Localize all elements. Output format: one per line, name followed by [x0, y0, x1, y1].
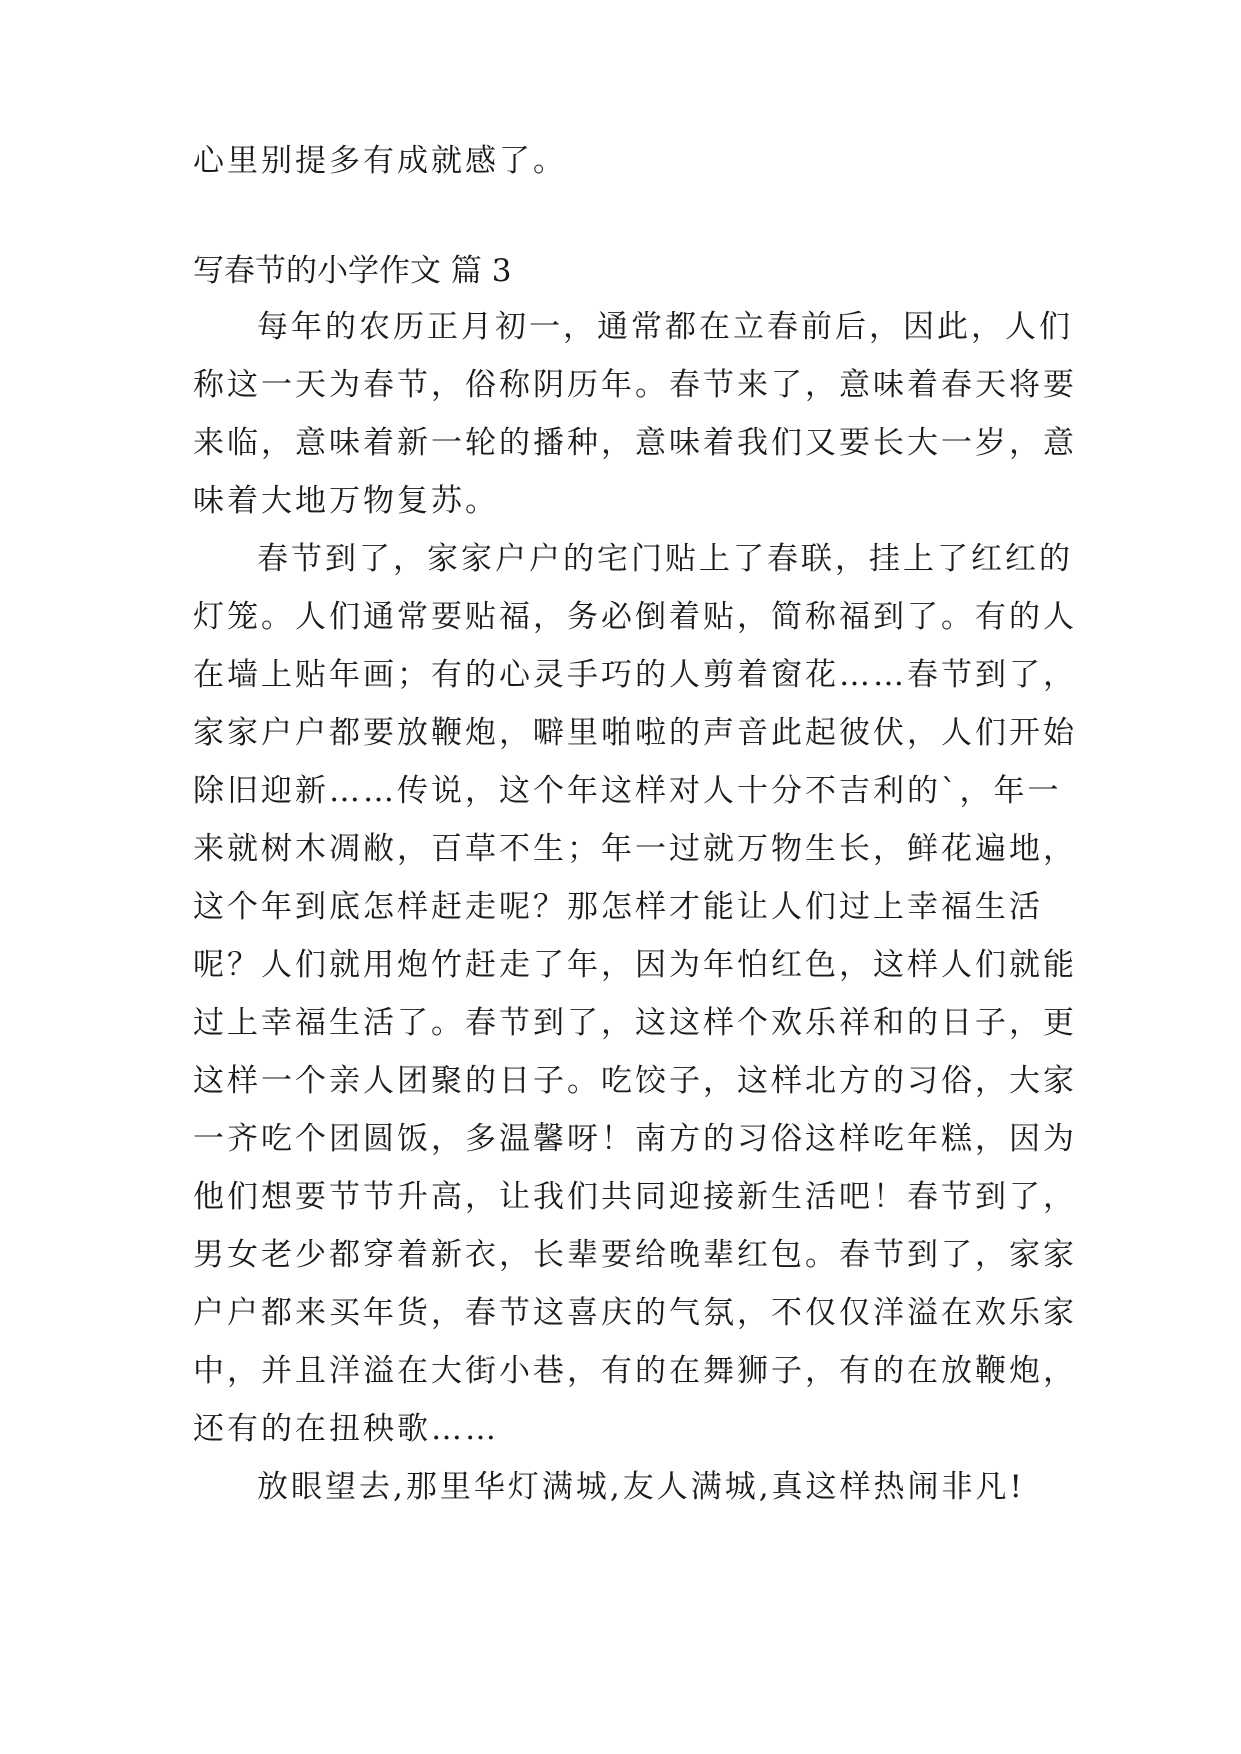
text-line: 户户都来买年货，春节这喜庆的气氛，不仅仅洋溢在欢乐家 — [193, 1295, 1077, 1331]
paragraph-1 — [193, 298, 1077, 530]
heading-text: 写春节的小学作文 篇 3 — [193, 253, 512, 289]
text-line: 春节到了，家家户户的宅门贴上了春联，挂上了红红的 — [257, 541, 1073, 577]
text-line: 味着大地万物复苏。 — [193, 483, 499, 519]
text-line: 每年的农历正月初一，通常都在立春前后，因此，人们 — [257, 309, 1073, 345]
text-line: 心里别提多有成就感了。 — [193, 143, 567, 179]
text-line: 这个年到底怎样赶走呢？那怎样才能让人们过上幸福生活 — [193, 889, 1043, 925]
text-line: 在墙上贴年画；有的心灵手巧的人剪着窗花……春节到了， — [193, 657, 1077, 693]
text-line: 过上幸福生活了。春节到了，这这样个欢乐祥和的日子，更 — [193, 1005, 1077, 1041]
text-line: 除旧迎新……传说，这个年这样对人十分不吉利的`，年一 — [193, 773, 1062, 809]
intro-text — [193, 132, 1073, 190]
text-line: 他们想要节节升高，让我们共同迎接新生活吧！春节到了， — [193, 1179, 1077, 1215]
text-line: 这样一个亲人团聚的日子。吃饺子，这样北方的习俗，大家 — [193, 1063, 1077, 1099]
section-heading — [193, 242, 1073, 300]
text-line: 中，并且洋溢在大街小巷，有的在舞狮子，有的在放鞭炮， — [193, 1353, 1077, 1389]
text-line: 来就树木凋敝，百草不生；年一过就万物生长，鲜花遍地， — [193, 831, 1077, 867]
paragraph-3 — [193, 1458, 1073, 1516]
text-line: 家家户户都要放鞭炮，噼里啪啦的声音此起彼伏，人们开始 — [193, 715, 1077, 751]
text-line: 来临，意味着新一轮的播种，意味着我们又要长大一岁，意 — [193, 425, 1077, 461]
text-line: 还有的在扭秧歌…… — [193, 1411, 499, 1447]
text-line: 男女老少都穿着新衣，长辈要给晚辈红包。春节到了，家家 — [193, 1237, 1077, 1273]
text-line: 放眼望去,那里华灯满城,友人满城,真这样热闹非凡! — [257, 1469, 1026, 1505]
paragraph-2 — [193, 530, 1077, 1458]
text-line: 一齐吃个团圆饭，多温馨呀！南方的习俗这样吃年糕，因为 — [193, 1121, 1077, 1157]
text-line: 灯笼。人们通常要贴福，务必倒着贴，简称福到了。有的人 — [193, 599, 1077, 635]
text-line: 称这一天为春节，俗称阴历年。春节来了，意味着春天将要 — [193, 367, 1077, 403]
text-line: 呢？人们就用炮竹赶走了年，因为年怕红色，这样人们就能 — [193, 947, 1077, 983]
